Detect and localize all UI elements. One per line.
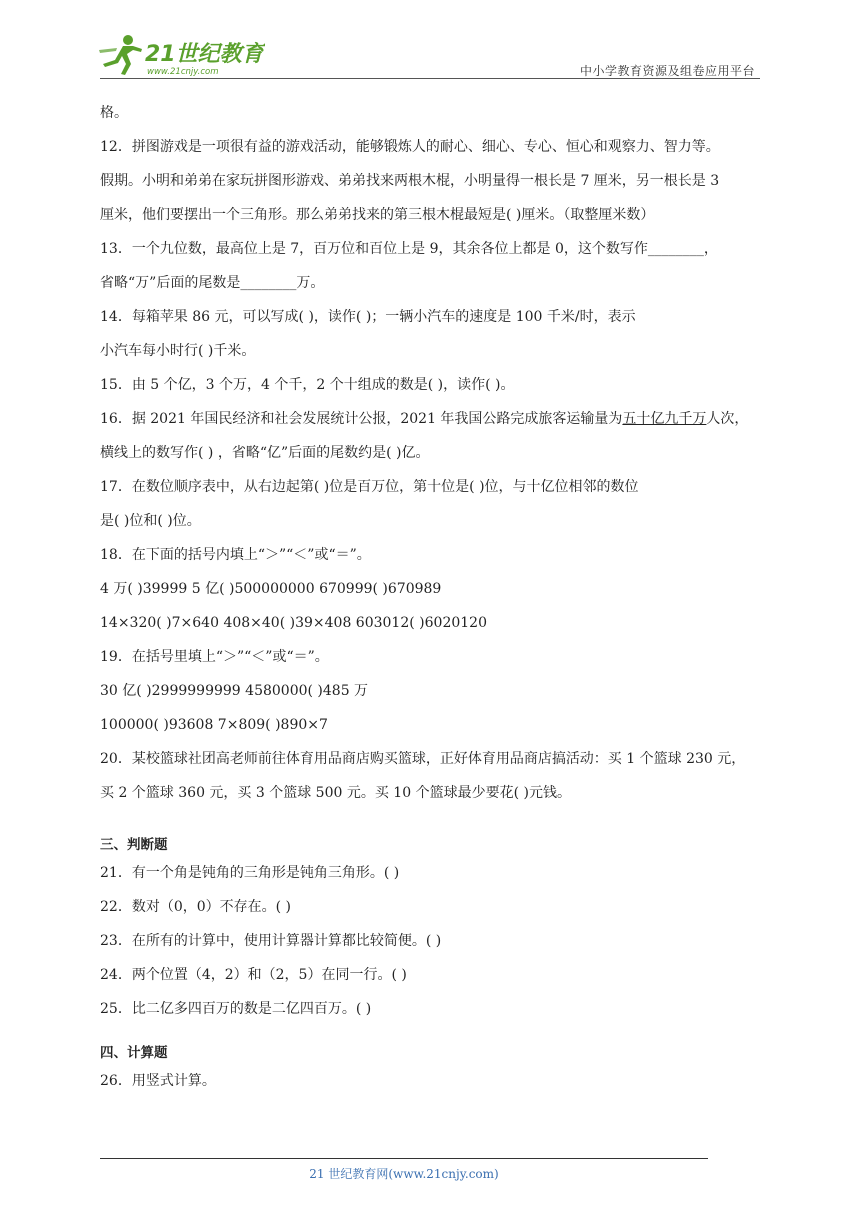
compare-row: 100000( )93608 7×809( )890×7 [100,717,328,733]
runner-icon [99,35,142,75]
text-segment: 16．据 2021 年国民经济和社会发展统计公报，2021 年我国公路完成旅客运输量为 [100,411,623,427]
text-line: 横线上的数写作( ) ，省略“亿”后面的尾数约是( )亿。 [100,445,430,461]
page-header [0,0,860,80]
compare-row: 14×320( )7×640 408×40( )39×408 603012( )6020120 [100,615,487,631]
question-16 [100,402,765,436]
logo-url: www.21cnjy.com [147,67,219,76]
question-15: 15．由 5 个亿，3 个万，4 个千，2 个十组成的数是( )，读作( )。 [100,377,515,393]
question-20: 20．某校篮球社团高老师前往体育用品商店购买篮球，正好体育用品商店搞活动：买 1 个篮球 230 元， [100,751,746,767]
compare-row: 30 亿( )2999999999 4580000( )485 万 [100,683,369,699]
document-body [100,96,765,1098]
question-21: 21．有一个角是钝角的三角形是钝角三角形。( ) [100,865,400,881]
question-18: 18．在下面的括号内填上“＞”“＜”或“＝”。 [100,547,371,563]
text-line: 厘米，他们要摆出一个三角形。那么弟弟找来的第三根木棍最短是( )厘米。（取整厘米数） [100,207,655,223]
question-22: 22．数对（0，0）不存在。( ) [100,899,292,915]
text-line: 省略“万”后面的尾数是________万。 [100,275,325,291]
question-14: 14．每箱苹果 86 元，可以写成( )，读作( )；一辆小汽车的速度是 100 千米/时，表示 [100,309,636,325]
underlined-number: 五十亿九千万 [622,411,707,427]
logo [95,34,265,76]
footer-text: 21 世纪教育网(www.21cnjy.com) [309,1167,499,1181]
question-13: 13．一个九位数，最高位上是 7，百万位和百位上是 9，其余各位上都是 0，这个数写作________， [100,241,718,257]
text-line: 买 2 个篮球 360 元，买 3 个篮球 500 元。买 10 个篮球最少要花( )元钱。 [100,785,571,801]
question-12: 12．拼图游戏是一项很有益的游戏活动，能够锻炼人的耐心、细心、专心、恒心和观察力、智力等。 [100,139,720,155]
logo-text: 21世纪教育 [145,42,264,67]
header-divider [100,78,760,79]
question-19: 19．在括号里填上“＞”“＜”或“＝”。 [100,649,329,665]
compare-row: 4 万( )39999 5 亿( )500000000 670999( )670989 [100,581,442,597]
platform-title: 中小学教育资源及组卷应用平台 [579,64,755,78]
text-line: 假期。小明和弟弟在家玩拼图形游戏、弟弟找来两根木棍，小明量得一根长是 7 厘米，另一根长是 3 [100,173,720,189]
text-segment: 人次， [706,411,749,427]
text-line: 小汽车每小时行( )千米。 [100,343,256,359]
section-3-heading: 三、判断题 [100,837,168,853]
question-24: 24．两个位置（4，2）和（2，5）在同一行。( ) [100,967,407,983]
section-4-heading: 四、计算题 [100,1045,168,1061]
question-26: 26．用竖式计算。 [100,1073,216,1089]
question-23: 23．在所有的计算中，使用计算器计算都比较简便。( ) [100,933,442,949]
text-line: 是( )位和( )位。 [100,513,201,529]
footer-divider [100,1158,708,1159]
question-17: 17．在数位顺序表中，从右边起第( )位是百万位，第十位是( )位，与十亿位相邻的数位 [100,479,639,495]
question-25: 25．比二亿多四百万的数是二亿四百万。( ) [100,1001,372,1017]
text-line: 格。 [100,105,128,121]
